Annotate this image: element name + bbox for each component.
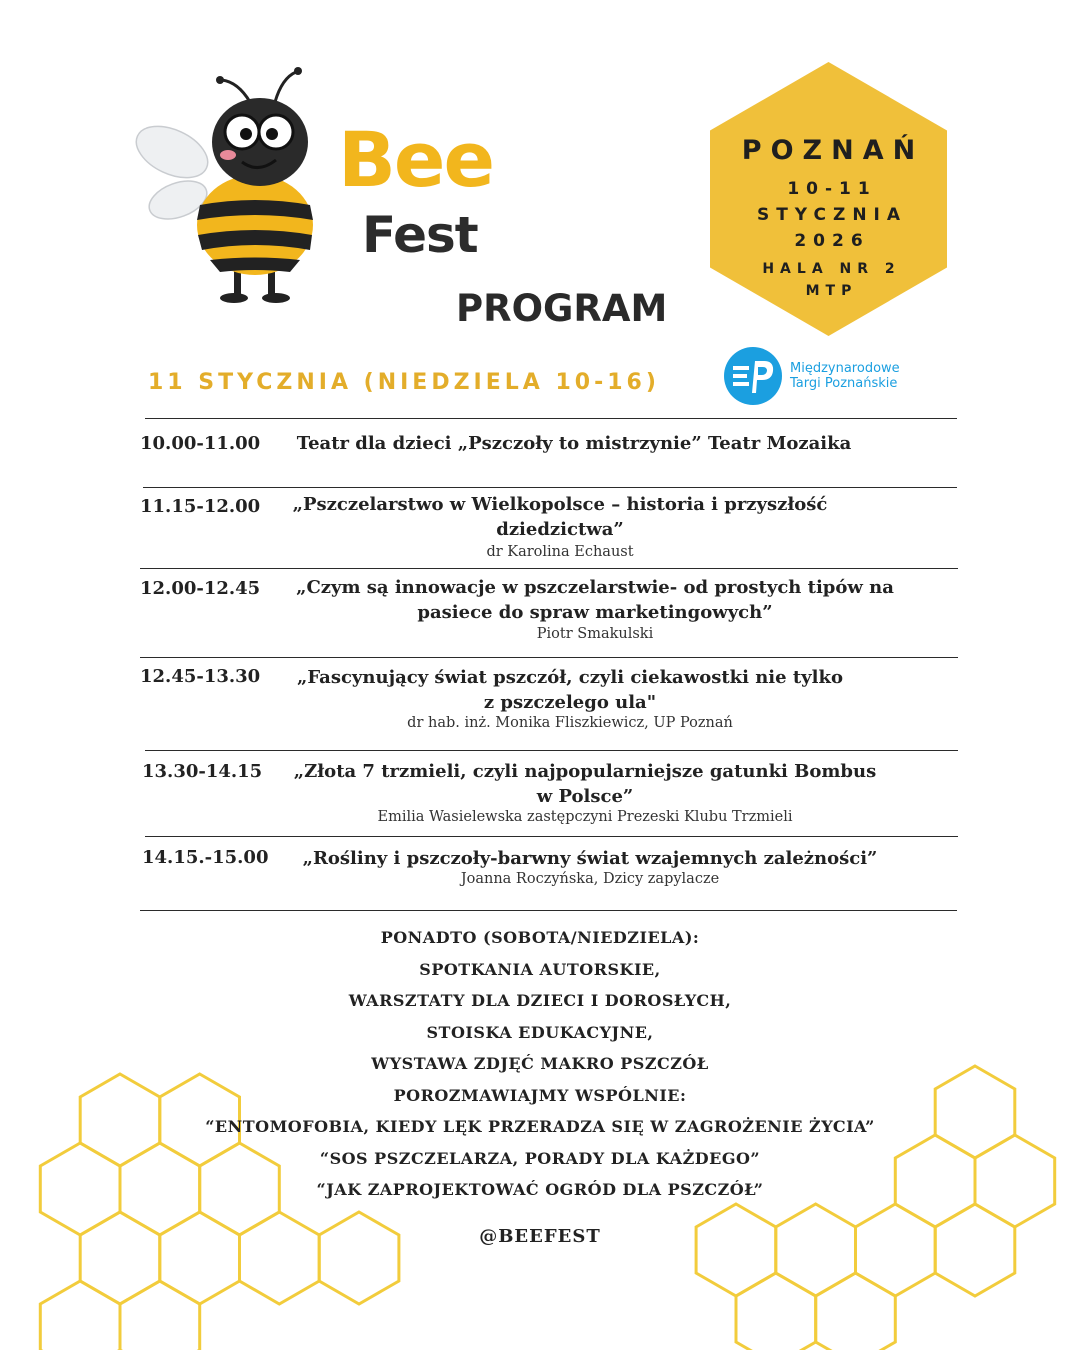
honeycomb-cell: [736, 1273, 816, 1350]
honeycomb-cell: [160, 1212, 240, 1304]
logo-fest-word: Fest: [362, 206, 478, 264]
event-year: 2026: [794, 231, 870, 251]
event-city: POZNAŃ: [741, 135, 925, 166]
bee-mascot-icon: [130, 60, 350, 310]
session-title: [270, 759, 900, 809]
social-handle: @BEEFEST: [479, 1226, 601, 1247]
session-title-line: „Złota 7 trzmieli, czyli najpopularniejsze gatunki Bombus: [293, 761, 877, 782]
session-title: [275, 575, 915, 625]
session-title-line: „Fascynujący świat pszczół, czyli ciekawostki nie tylko: [297, 667, 843, 688]
session-title-line: w Polsce”: [536, 786, 634, 807]
page-title: PROGRAM: [456, 287, 668, 330]
session-time: 10.00-11.00: [140, 433, 261, 454]
session-time: 13.30-14.15: [142, 761, 263, 782]
session-title-line: Teatr dla dzieci „Pszczoły to mistrzynie” Teatr Mozaika: [296, 433, 852, 454]
event-month: STYCZNIA: [756, 205, 908, 225]
session-title-line: „Pszczelarstwo w Wielkopolsce – historia i przyszłość: [292, 494, 828, 515]
divider: [140, 657, 958, 658]
extras-item: SPOTKANIA AUTORSKIE,: [419, 959, 661, 979]
honeycomb-cell: [40, 1281, 120, 1350]
session-speaker: dr Karolina Echaust: [486, 544, 634, 560]
partner-name-line2: Targi Poznańskie: [790, 376, 898, 391]
honeycomb-cell: [776, 1204, 856, 1296]
extras-item: PONADTO (SOBOTA/NIEDZIELA):: [380, 928, 700, 947]
extras-item: “ENTOMOFOBIA, KIEDY LĘK PRZERADZA SIĘ W ZAGROŻENIE ŻYCIA”: [205, 1117, 875, 1136]
extras-item: WYSTAWA ZDJĘĆ MAKRO PSZCZÓŁ: [371, 1054, 709, 1073]
honeycomb-cell: [240, 1212, 320, 1304]
session-speaker: Joanna Roczyńska, Dzicy zapylacze: [460, 871, 720, 887]
session-speaker: dr hab. inż. Monika Fliszkiewicz, UP Poznań: [407, 715, 733, 731]
divider: [143, 487, 957, 488]
event-dates: [710, 176, 947, 254]
extras-item: “JAK ZAPROJEKTOWAĆ OGRÓD DLA PSZCZÓŁ”: [316, 1180, 764, 1199]
session-speaker: Piotr Smakulski: [536, 626, 654, 642]
extras-item: WARSZTATY DLA DZIECI I DOROSŁYCH,: [348, 991, 732, 1010]
session-title: [270, 846, 910, 871]
session-title: [270, 492, 850, 542]
session-title: [280, 431, 868, 456]
honeycomb-cell: [975, 1135, 1055, 1227]
session-time: 12.45-13.30: [140, 666, 261, 687]
event-days: 10-11: [787, 179, 877, 199]
divider: [140, 910, 957, 911]
event-venue-name: MTP: [805, 283, 858, 299]
session-title: [275, 665, 865, 715]
mtp-logo-icon: [724, 347, 782, 405]
session-speaker: Emilia Wasielewska zastępczyni Prezeski Klubu Trzmieli: [377, 809, 793, 825]
divider: [145, 836, 958, 837]
session-time: 12.00-12.45: [140, 578, 261, 599]
session-title-line: pasiece do spraw marketingowych”: [417, 602, 773, 623]
session-title-line: dziedzictwa”: [496, 519, 624, 540]
session-time: 14.15.-15.00: [142, 847, 269, 868]
divider: [145, 750, 958, 751]
honeycomb-cell: [120, 1281, 200, 1350]
honeycomb-cell: [80, 1212, 160, 1304]
extras-item: POROZMAWIAJMY WSPÓLNIE:: [393, 1085, 687, 1105]
session-title-line: „Rośliny i pszczoły-barwny świat wzajemnych zależności”: [302, 848, 878, 869]
session-time: 11.15-12.00: [140, 496, 261, 517]
partner-name: [790, 361, 900, 391]
event-venue: [710, 258, 947, 302]
honeycomb-cell: [319, 1212, 399, 1304]
honeycomb-cell: [816, 1273, 896, 1350]
day-header: 11 STYCZNIA (NIEDZIELA 10-16): [148, 370, 660, 395]
honeycomb-cell: [935, 1204, 1015, 1296]
event-hall: HALA NR 2: [762, 261, 901, 277]
logo-bee-word: Bee: [338, 115, 494, 204]
extras-item: STOISKA EDUKACYJNE,: [426, 1022, 654, 1042]
partner-name-line1: Międzynarodowe: [790, 361, 900, 376]
divider: [140, 568, 958, 569]
extras-item: “SOS PSZCZELARZA, PORADY DLA KAŻDEGO”: [319, 1148, 761, 1168]
divider: [145, 418, 957, 419]
honeycomb-cell: [696, 1204, 776, 1296]
honeycomb-cell: [40, 1143, 120, 1235]
extras-list: [140, 922, 940, 1206]
honeycomb-cell: [856, 1204, 936, 1296]
session-title-line: „Czym są innowacje w pszczelarstwie- od prostych tipów na: [296, 577, 894, 598]
session-title-line: z pszczelego ula": [483, 692, 657, 713]
honeycomb-cell: [935, 1066, 1015, 1158]
